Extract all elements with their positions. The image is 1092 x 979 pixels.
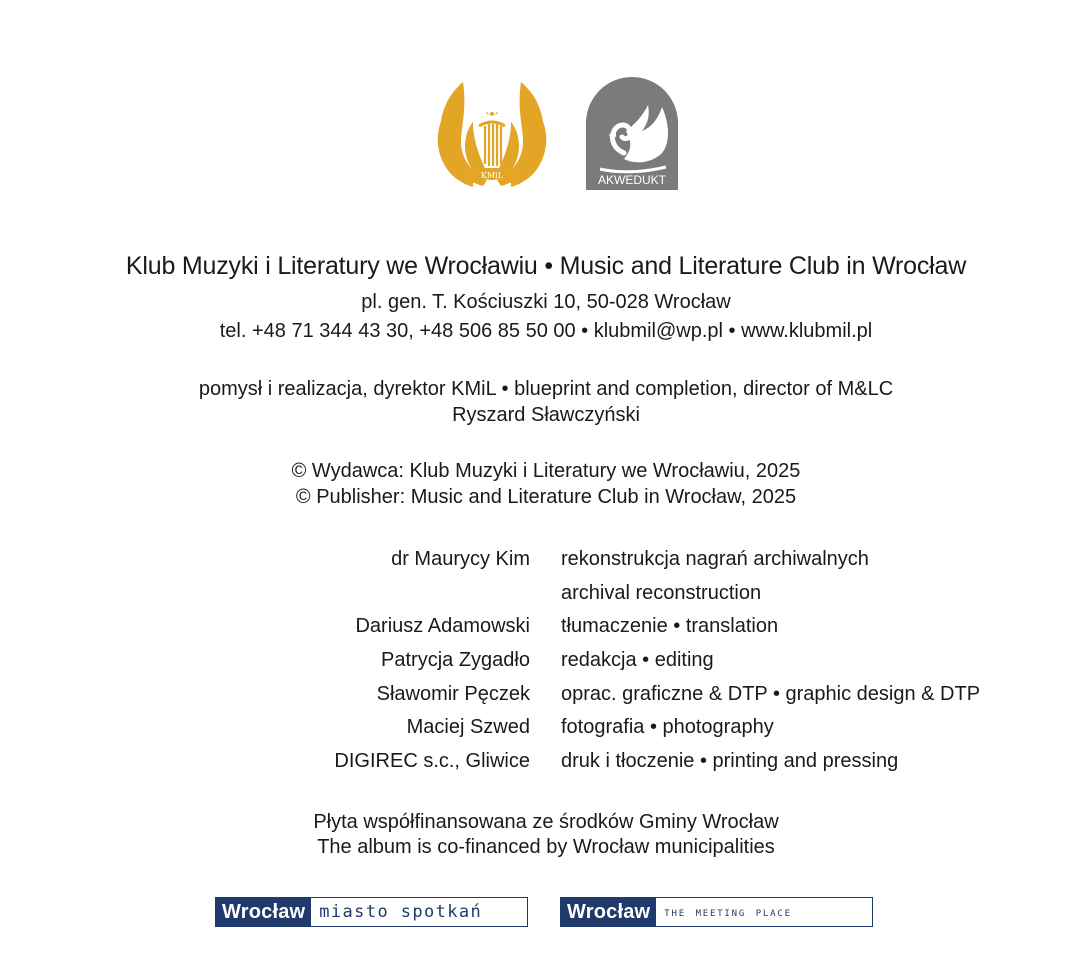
credit-role: fotografia • photography (561, 716, 774, 739)
credit-row (0, 582, 1092, 616)
credit-name: Dariusz Adamowski (355, 615, 530, 638)
credit-name: Maciej Szwed (406, 716, 530, 739)
wroclaw-brand: Wrocław (216, 898, 311, 926)
club-address: pl. gen. T. Kościuszki 10, 50-028 Wrocław (361, 291, 731, 313)
credit-row (0, 649, 1092, 683)
credit-row (0, 615, 1092, 649)
svg-text:W: W (485, 103, 499, 117)
credit-role: redakcja • editing (561, 649, 714, 672)
wroclaw-miasto-spotkan-logo (215, 897, 528, 927)
kmil-lyre-logo (433, 74, 551, 192)
credit-row (0, 548, 1092, 582)
svg-text:KMiL: KMiL (480, 171, 504, 180)
club-contact: tel. +48 71 344 43 30, +48 506 85 50 00 • klubmil@wp.pl • www.klubmil.pl (219, 320, 873, 342)
copyright-en: © Publisher: Music and Literature Club in Wrocław, 2025 (295, 486, 797, 508)
wroclaw-tagline: the meeting place (664, 904, 792, 920)
club-title: Klub Muzyki i Literatury we Wrocławiu • Music and Literature Club in Wrocław (125, 252, 967, 280)
credit-row (0, 683, 1092, 717)
copyright-pl: © Wydawca: Klub Muzyki i Literatury we Wrocławiu, 2025 (291, 460, 801, 482)
financing-en: The album is co-financed by Wrocław municipalities (317, 836, 775, 858)
credit-role: druk i tłoczenie • printing and pressing (561, 750, 899, 773)
credit-row (0, 716, 1092, 750)
credit-row (0, 750, 1092, 784)
credit-role: archival reconstruction (561, 581, 762, 604)
credit-name: dr Maurycy Kim (391, 548, 530, 570)
wroclaw-meeting-place-logo (560, 897, 873, 927)
akwedukt-swan-logo (586, 77, 678, 190)
wroclaw-tagline: miasto spotkań (319, 902, 483, 922)
svg-text:AKWEDUKT: AKWEDUKT (597, 173, 667, 187)
credit-role: oprac. graficzne & DTP • graphic design & DTP (561, 682, 981, 705)
concept-role: pomysł i realizacja, dyrektor KMiL • blueprint and completion, director of M&LC (198, 378, 894, 400)
credit-name: DIGIREC s.c., Gliwice (334, 750, 530, 773)
concept-name: Ryszard Sławczyński (452, 404, 640, 426)
credit-name: Patrycja Zygadło (381, 649, 530, 672)
credit-role: tłumaczenie • translation (561, 615, 779, 638)
credits-list (0, 548, 1092, 784)
credit-name: Sławomir Pęczek (376, 682, 530, 705)
logos-area (0, 74, 1092, 194)
credit-role: rekonstrukcja nagrań archiwalnych (561, 548, 869, 570)
financing-pl: Płyta współfinansowana ze środków Gminy Wrocław (313, 811, 779, 833)
wroclaw-brand: Wrocław (561, 898, 656, 926)
